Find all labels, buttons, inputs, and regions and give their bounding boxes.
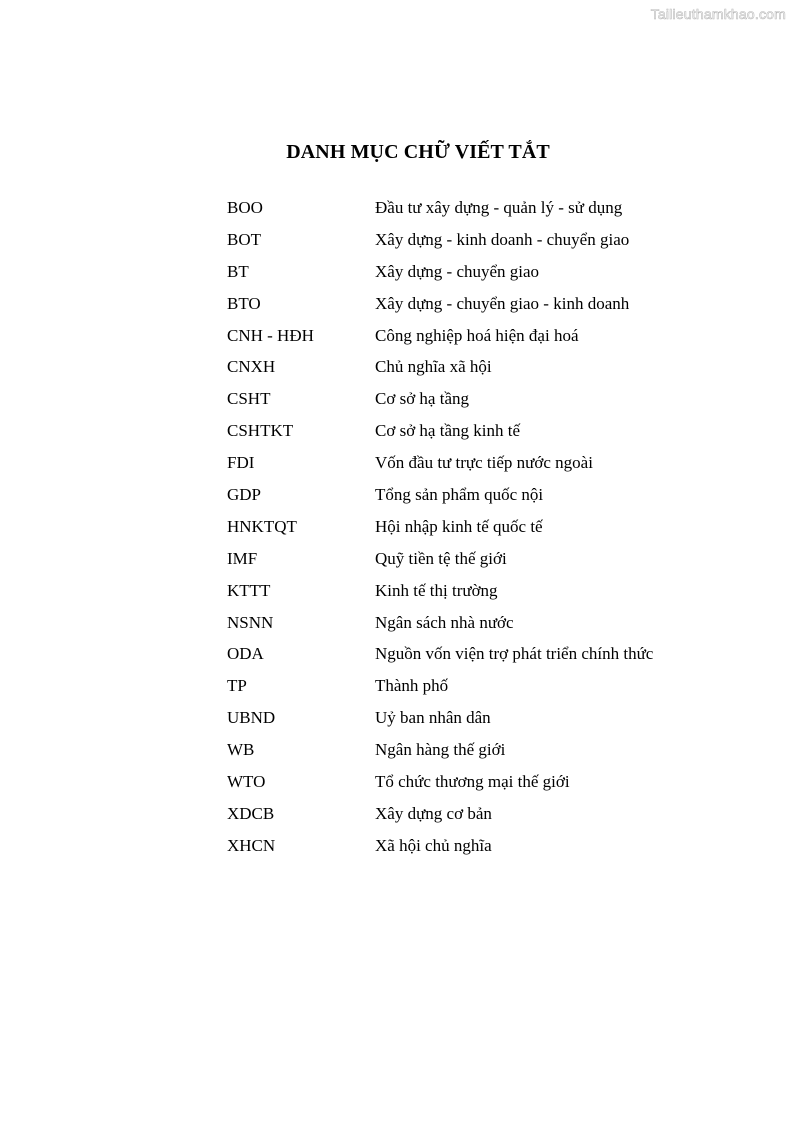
abbreviation-meaning: Hội nhập kinh tế quốc tế bbox=[375, 516, 543, 536]
abbreviation-code: IMF bbox=[227, 548, 258, 568]
abbreviation-meaning: Công nghiệp hoá hiện đại hoá bbox=[375, 325, 579, 345]
abbreviation-row bbox=[227, 706, 653, 738]
abbreviation-row bbox=[227, 674, 653, 706]
abbreviation-meaning: Nguồn vốn viện trợ phát triển chính thức bbox=[375, 644, 654, 664]
abbreviation-code: CNH - HĐH bbox=[227, 325, 314, 345]
abbreviation-code: XHCN bbox=[227, 835, 276, 855]
abbreviation-code: UBND bbox=[227, 708, 276, 728]
abbreviation-row bbox=[227, 642, 653, 674]
abbreviation-row bbox=[227, 419, 653, 451]
abbreviation-code: BTO bbox=[227, 293, 261, 313]
abbreviation-meaning: Quỹ tiền tệ thế giới bbox=[375, 548, 507, 568]
abbreviation-row bbox=[227, 260, 653, 292]
abbreviation-code: FDI bbox=[227, 453, 255, 473]
abbreviation-code: ODA bbox=[227, 644, 264, 664]
abbreviation-meaning: Xây dựng - chuyển giao bbox=[375, 261, 540, 281]
abbreviation-code: CSHTKT bbox=[227, 421, 294, 441]
abbreviation-meaning: Xây dựng cơ bản bbox=[375, 803, 492, 823]
abbreviation-row bbox=[227, 196, 653, 228]
abbreviation-row bbox=[227, 834, 653, 866]
abbreviation-code: WB bbox=[227, 740, 255, 760]
abbreviation-meaning: Cơ sở hạ tầng bbox=[375, 389, 469, 409]
page-title: DANH MỤC CHỮ VIẾT TẮT bbox=[286, 141, 550, 164]
abbreviation-list bbox=[227, 196, 653, 866]
abbreviation-row bbox=[227, 515, 653, 547]
abbreviation-meaning: Xây dựng - chuyển giao - kinh doanh bbox=[375, 293, 630, 313]
abbreviation-code: CSHT bbox=[227, 389, 271, 409]
abbreviation-meaning: Ngân sách nhà nước bbox=[375, 612, 514, 632]
abbreviation-code: NSNN bbox=[227, 612, 274, 632]
abbreviation-row bbox=[227, 228, 653, 260]
abbreviation-code: BOO bbox=[227, 198, 263, 217]
abbreviation-meaning: Chủ nghĩa xã hội bbox=[375, 357, 492, 377]
abbreviation-meaning: Tổ chức thương mại thế giới bbox=[375, 772, 570, 792]
abbreviation-code: TP bbox=[227, 676, 247, 696]
abbreviation-meaning: Cơ sở hạ tầng kinh tế bbox=[375, 421, 520, 441]
abbreviation-row bbox=[227, 483, 653, 515]
abbreviation-meaning: Thành phố bbox=[375, 676, 449, 696]
abbreviation-row bbox=[227, 738, 653, 770]
abbreviation-row bbox=[227, 387, 653, 419]
abbreviation-row bbox=[227, 802, 653, 834]
abbreviation-meaning: Xã hội chủ nghĩa bbox=[375, 835, 492, 855]
abbreviation-code: BT bbox=[227, 261, 249, 281]
abbreviation-code: HNKTQT bbox=[227, 516, 297, 536]
watermark: Tailieuthamkhao.com bbox=[650, 6, 786, 22]
abbreviation-code: WTO bbox=[227, 772, 266, 792]
abbreviation-meaning: Uỷ ban nhân dân bbox=[375, 708, 491, 728]
abbreviation-code: CNXH bbox=[227, 357, 276, 377]
abbreviation-meaning: Tổng sản phẩm quốc nội bbox=[375, 485, 544, 505]
abbreviation-row bbox=[227, 451, 653, 483]
abbreviation-meaning: Ngân hàng thế giới bbox=[375, 740, 506, 760]
abbreviation-code: KTTT bbox=[227, 580, 271, 600]
abbreviation-row bbox=[227, 547, 653, 579]
abbreviation-code: BOT bbox=[227, 229, 261, 249]
abbreviation-row bbox=[227, 579, 653, 611]
abbreviation-meaning: Kinh tế thị trường bbox=[375, 580, 498, 600]
abbreviation-meaning: Đầu tư xây dựng - quản lý - sử dụng bbox=[375, 198, 623, 217]
abbreviation-meaning: Vốn đầu tư trực tiếp nước ngoài bbox=[375, 453, 593, 473]
abbreviation-row bbox=[227, 611, 653, 643]
abbreviation-meaning: Xây dựng - kinh doanh - chuyển giao bbox=[375, 229, 630, 249]
abbreviation-code: GDP bbox=[227, 485, 262, 505]
abbreviation-row bbox=[227, 292, 653, 324]
abbreviation-row bbox=[227, 355, 653, 387]
abbreviation-code: XDCB bbox=[227, 803, 275, 823]
abbreviation-row bbox=[227, 324, 653, 356]
abbreviation-row bbox=[227, 770, 653, 802]
